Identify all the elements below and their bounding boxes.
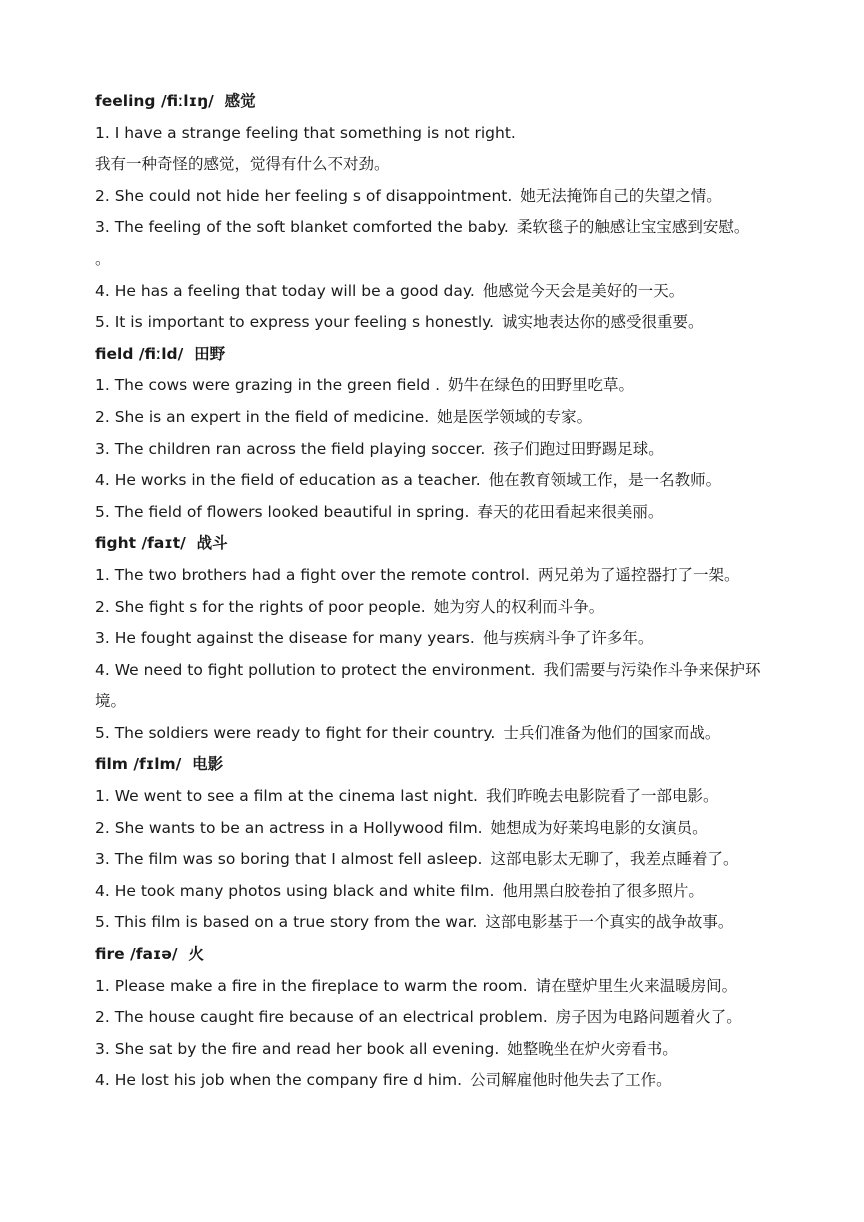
- example-sentence: 1. The two brothers had a fight over the remote control. 两兄弟为了遥控器打了一架。: [95, 565, 740, 584]
- example-sentence: 2. The house caught fire because of an electrical problem. 房子因为电路问题着火了。: [95, 1008, 742, 1027]
- example-sentence: 2. She could not hide her feeling s of disappointment. 她无法掩饰自己的失望之情。: [95, 186, 722, 205]
- example-translation: 我有一种奇怪的感觉，觉得有什么不对劲。: [95, 155, 390, 174]
- example-sentence-continuation: 。: [95, 249, 111, 268]
- example-sentence: 3. He fought against the disease for many years. 他与疾病斗争了许多年。: [95, 629, 654, 648]
- example-sentence: 4. He has a feeling that today will be a good day. 他感觉今天会是美好的一天。: [95, 281, 685, 300]
- example-sentence: 3. She sat by the fire and read her book all evening. 她整晚坐在炉火旁看书。: [95, 1039, 678, 1058]
- example-sentence: 2. She is an expert in the field of medicine. 她是医学领域的专家。: [95, 407, 593, 426]
- entry-heading: fire /faɪə/ 火: [95, 945, 204, 964]
- vocabulary-document: [95, 86, 785, 1097]
- example-sentence: 4. He took many photos using black and white film. 他用黑白胶卷拍了很多照片。: [95, 881, 704, 900]
- example-sentence: 5. The soldiers were ready to fight for their country. 士兵们准备为他们的国家而战。: [95, 723, 721, 742]
- example-sentence: 3. The film was so boring that I almost fell asleep. 这部电影太无聊了，我差点睡着了。: [95, 850, 739, 869]
- entry-heading: feeling /fiːlɪŋ/ 感觉: [95, 92, 256, 110]
- example-sentence: 1. We went to see a film at the cinema last night. 我们昨晚去电影院看了一部电影。: [95, 787, 719, 806]
- example-sentence: 2. She wants to be an actress in a Hollywood film. 她想成为好莱坞电影的女演员。: [95, 818, 708, 837]
- entry-heading: field /fiːld/ 田野: [95, 344, 226, 363]
- example-sentence: 3. The feeling of the soft blanket comforted the baby. 柔软毯子的触感让宝宝感到安慰。: [95, 218, 750, 237]
- example-sentence: 1. I have a strange feeling that something is not right.: [95, 123, 516, 142]
- example-sentence: 5. The field of flowers looked beautiful in spring. 春天的花田看起来很美丽。: [95, 502, 664, 521]
- example-sentence: 5. It is important to express your feeling s honestly. 诚实地表达你的感受很重要。: [95, 313, 704, 332]
- entry-heading: film /fɪlm/ 电影: [95, 755, 224, 774]
- example-sentence: 1. Please make a fire in the fireplace to warm the room. 请在壁炉里生火来温暖房间。: [95, 976, 738, 995]
- example-sentence: 4. We need to fight pollution to protect the environment. 我们需要与污染作斗争来保护环境。: [95, 660, 761, 711]
- example-sentence: 2. She fight s for the rights of poor people. 她为穷人的权利而斗争。: [95, 597, 605, 616]
- example-sentence: 4. He lost his job when the company fire d him. 公司解雇他时他失去了工作。: [95, 1071, 672, 1090]
- example-sentence: 4. He works in the field of education as a teacher. 他在教育领域工作，是一名教师。: [95, 471, 722, 490]
- example-sentence: 3. The children ran across the field playing soccer. 孩子们跑过田野踢足球。: [95, 439, 664, 458]
- example-sentence: 1. The cows were grazing in the green field . 奶牛在绿色的田野里吃草。: [95, 376, 635, 395]
- example-sentence: 5. This film is based on a true story from the war. 这部电影基于一个真实的战争故事。: [95, 913, 734, 932]
- entry-heading: fight /faɪt/ 战斗: [95, 534, 228, 553]
